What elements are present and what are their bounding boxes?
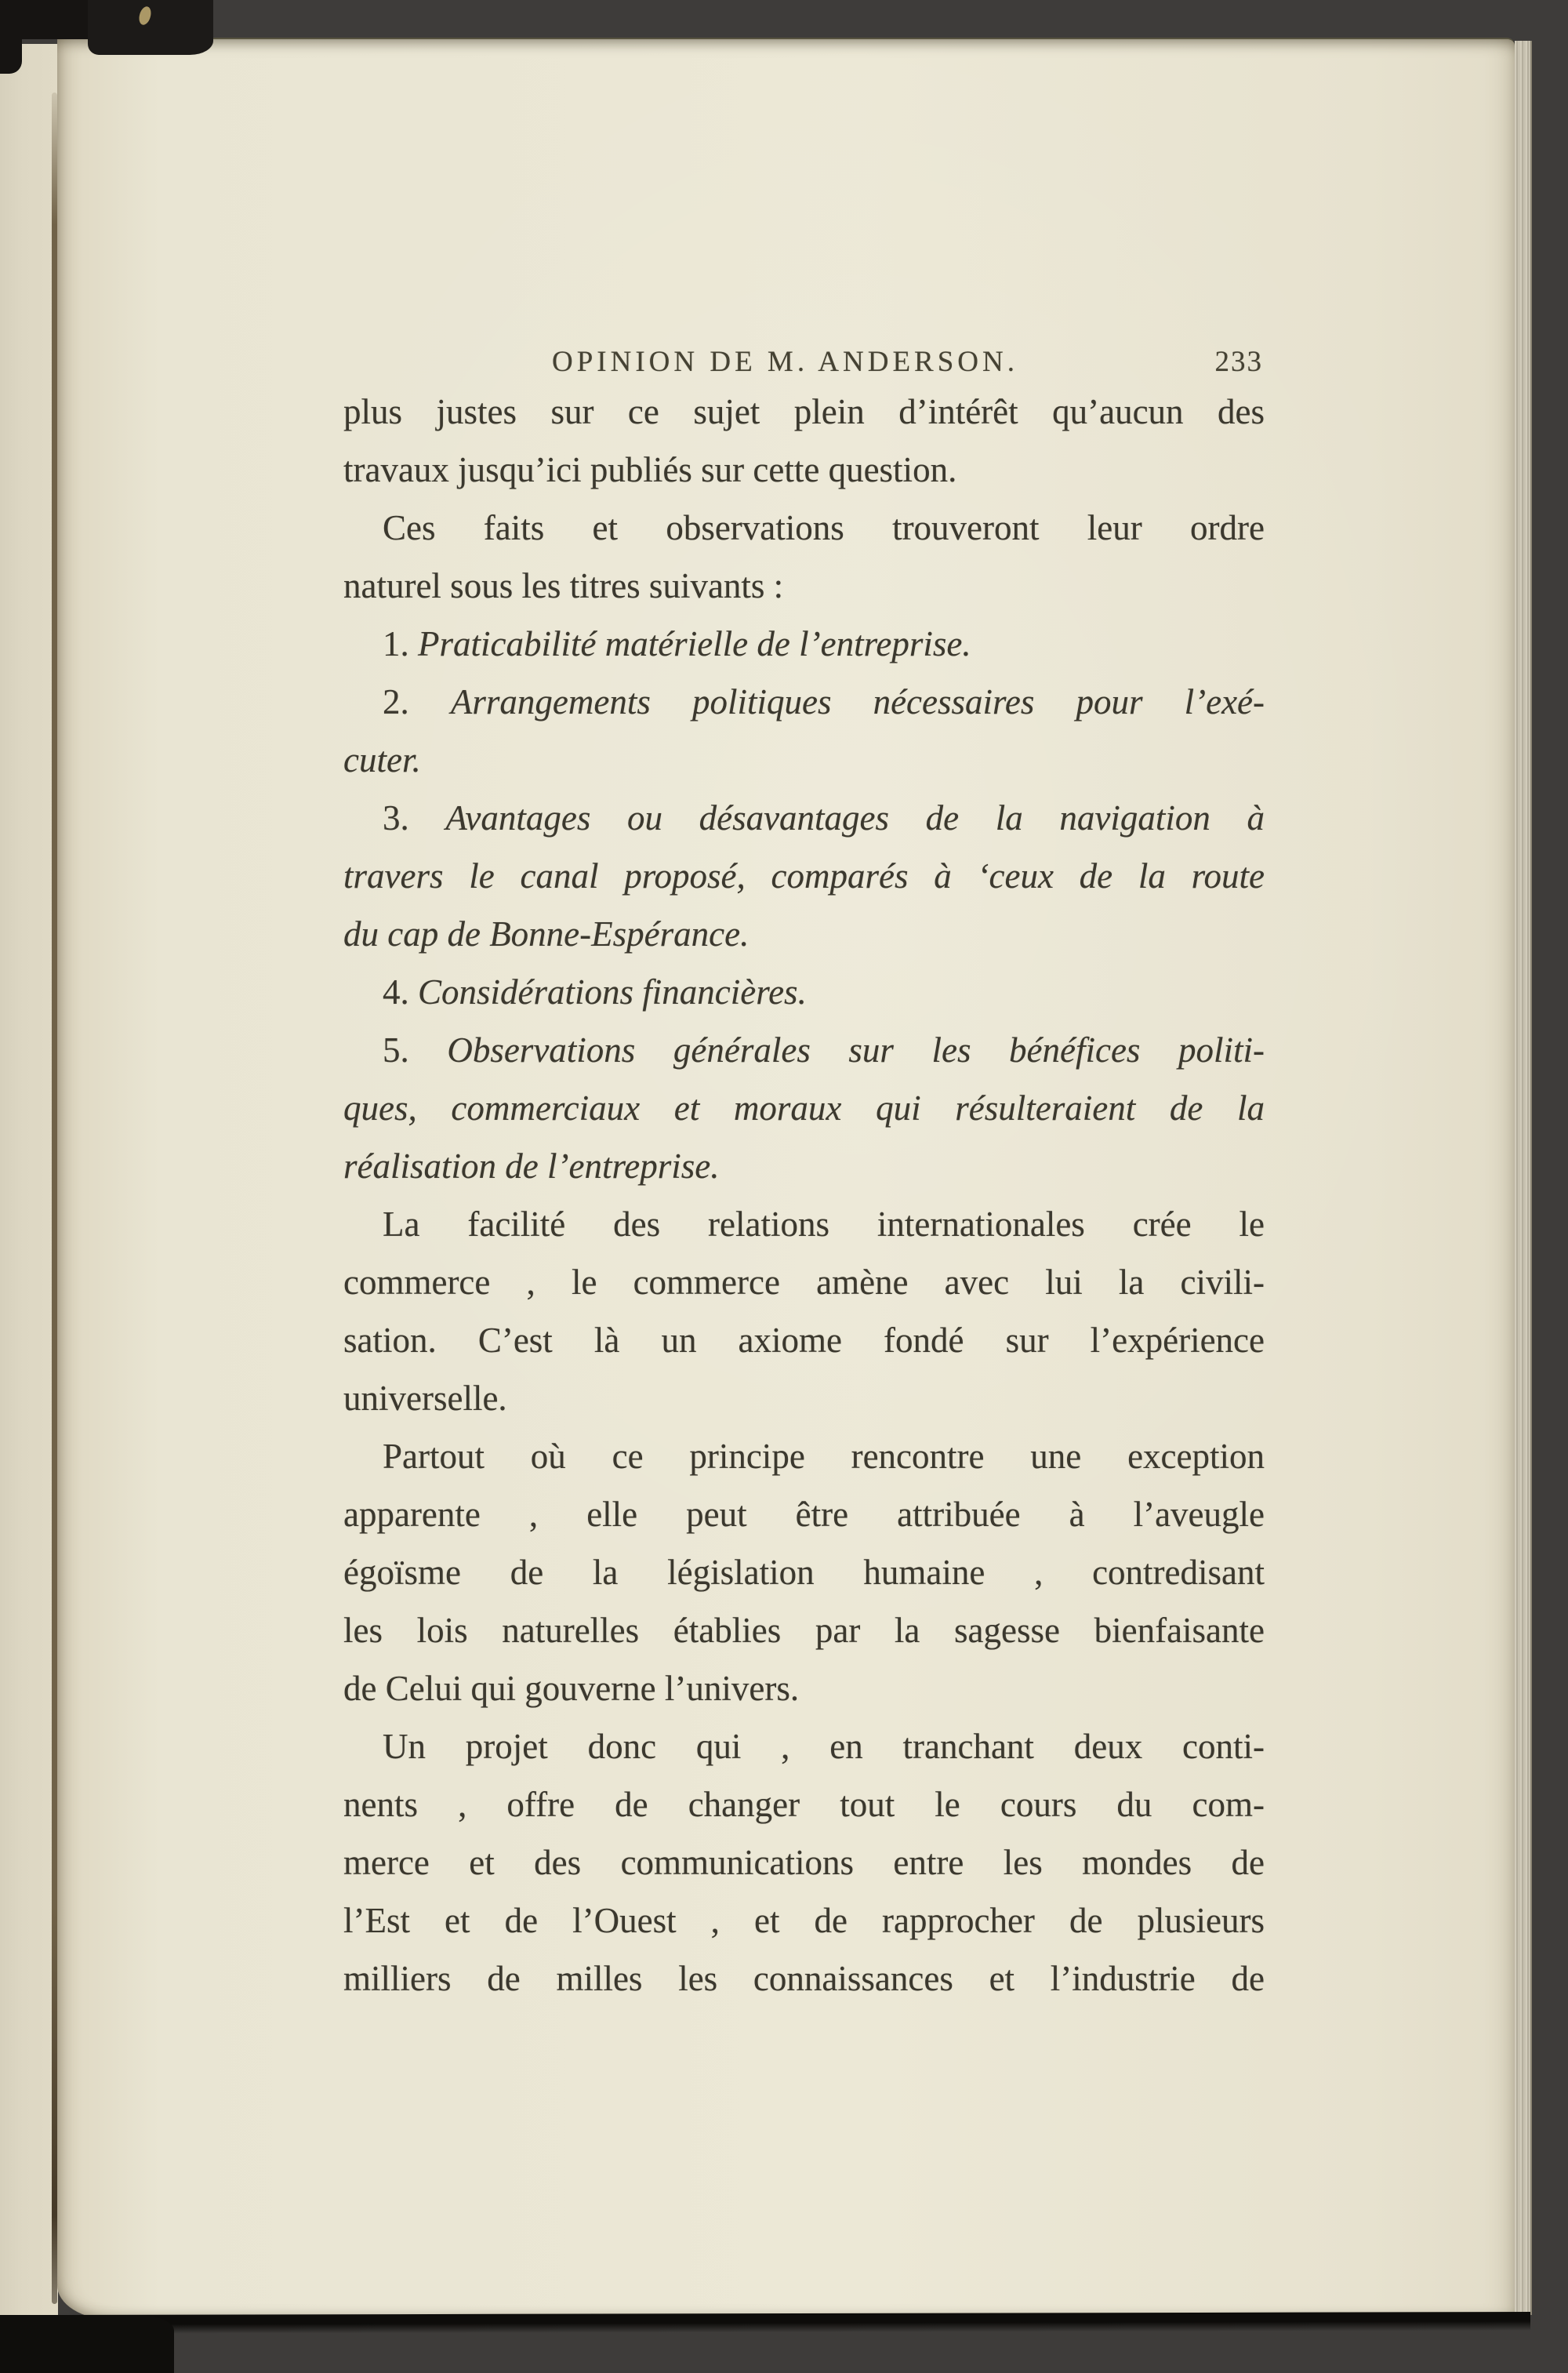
list-number: 3. (383, 798, 446, 838)
line-text: Arrangements politiques nécessaires pour l’exé- (450, 682, 1265, 721)
text-line (343, 789, 1265, 847)
text-line (343, 1311, 1265, 1369)
page-title: OPINION DE M. ANDERSON. (552, 346, 1018, 378)
text-line (343, 441, 1265, 499)
text-line (343, 963, 1265, 1021)
text-line (343, 1253, 1265, 1311)
text-line (343, 1833, 1265, 1891)
page-number: 233 (1214, 346, 1263, 378)
text-line (343, 905, 1265, 963)
line-text: cuter. (343, 740, 421, 779)
line-text: milliers de milles les connaissances et l’industrie de (343, 1959, 1265, 1998)
list-number: 2. (383, 682, 451, 721)
list-number: 5. (383, 1030, 448, 1070)
text-line (343, 499, 1265, 557)
line-text: universelle. (343, 1379, 507, 1418)
text-line (343, 615, 1265, 673)
line-text: Considérations financières. (418, 972, 807, 1012)
line-text: Un projet donc qui , en tranchant deux conti- (383, 1727, 1265, 1766)
list-number: 1. (383, 624, 418, 663)
line-text: plus justes sur ce sujet plein d’intérêt qu’aucun des (343, 392, 1265, 431)
page-bottom-shadow (66, 2312, 1530, 2334)
line-text: travers le canal proposé, comparés à ‘ceux de la route (343, 856, 1265, 896)
text-line (343, 1601, 1265, 1659)
line-text: les lois naturelles établies par la sagesse bienfaisante (343, 1611, 1265, 1650)
line-text: l’Est et de l’Ouest , et de rapprocher de plusieurs (343, 1901, 1265, 1940)
book-cover-bottom-left (0, 2315, 174, 2373)
list-number: 4. (383, 972, 418, 1012)
text-line (343, 1717, 1265, 1775)
text-line (343, 1369, 1265, 1427)
text-line (343, 557, 1265, 615)
text-line (343, 1427, 1265, 1485)
text-line (343, 1195, 1265, 1253)
text-line (343, 1891, 1265, 1950)
text-line (343, 1950, 1265, 2008)
text-line (343, 1543, 1265, 1601)
line-text: naturel sous les titres suivants : (343, 566, 784, 605)
line-text: apparente , elle peut être attribuée à l’aveugle (343, 1495, 1265, 1534)
line-text: La facilité des relations internationales crée le (383, 1205, 1265, 1244)
text-line (343, 383, 1265, 441)
page-edge-stack (1515, 41, 1532, 2315)
line-text: sation. C’est là un axiome fondé sur l’expérience (343, 1321, 1265, 1360)
line-text: du cap de Bonne-Espérance. (343, 914, 750, 954)
text-line (343, 1485, 1265, 1543)
gutter-crease (52, 93, 57, 2304)
text-line (343, 1137, 1265, 1195)
line-text: nents , offre de changer tout le cours du com- (343, 1785, 1265, 1824)
running-head (343, 345, 1265, 383)
line-text: Partout où ce principe rencontre une exception (383, 1437, 1265, 1476)
text-line (343, 1659, 1265, 1717)
line-text: Avantages ou désavantages de la navigation à (445, 798, 1265, 838)
text-line (343, 673, 1265, 731)
book-cover-top-left-edge (0, 0, 22, 74)
line-text: ques, commerciaux et moraux qui résulteraient de la (343, 1088, 1265, 1128)
line-text: égoïsme de la législation humaine , contredisant (343, 1553, 1265, 1592)
line-text: Observations générales sur les bénéfices politi- (447, 1030, 1265, 1070)
book-page (57, 38, 1515, 2320)
text-line (343, 1021, 1265, 1079)
text-line (343, 1079, 1265, 1137)
text-line (343, 847, 1265, 905)
adjacent-page-strip (0, 44, 58, 2320)
line-text: Praticabilité matérielle de l’entreprise. (418, 624, 971, 663)
line-text: travaux jusqu’ici publiés sur cette question. (343, 450, 957, 489)
line-text: Ces faits et observations trouveront leur ordre (383, 508, 1265, 547)
line-text: de Celui qui gouverne l’univers. (343, 1669, 800, 1708)
text-line (343, 731, 1265, 789)
line-text: merce et des communications entre les mondes de (343, 1843, 1265, 1882)
text-line (343, 1775, 1265, 1833)
line-text: réalisation de l’entreprise. (343, 1147, 720, 1186)
text-block (343, 383, 1265, 2008)
book-cover-top-left-inner (88, 0, 213, 55)
line-text: commerce , le commerce amène avec lui la civili- (343, 1263, 1265, 1302)
